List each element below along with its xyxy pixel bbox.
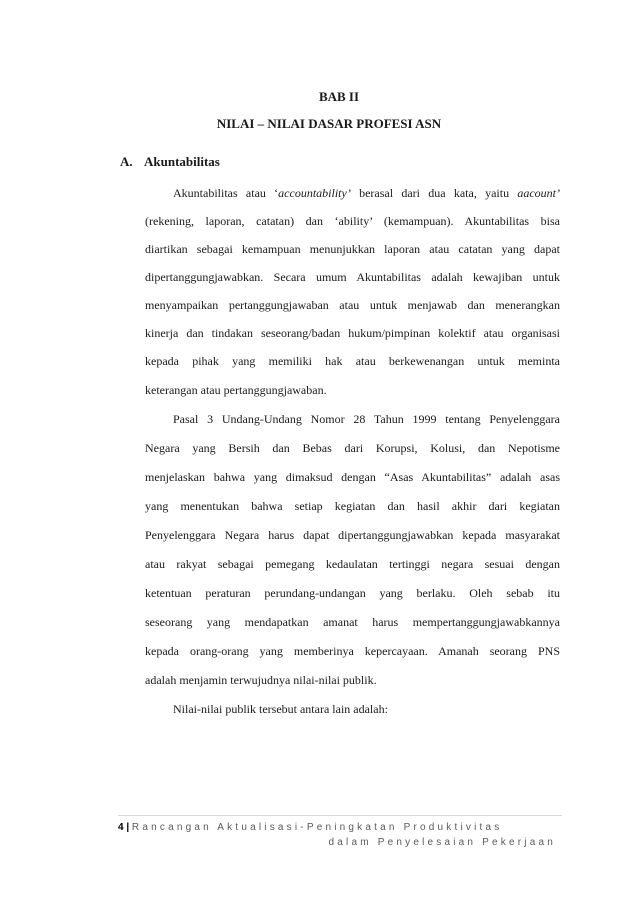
paragraph-line: ketentuan peraturan perundang-undangan yang berlaku. Oleh sebab itu	[145, 586, 560, 600]
paragraph-line: Penyelenggara Negara harus dapat dipertanggungjawabkan kepada masyarakat	[145, 528, 560, 542]
footer-title-1: Rancangan Aktualisasi-Peningkatan Produktivitas	[131, 822, 503, 833]
chapter-number: BAB II	[318, 89, 360, 104]
paragraph-line: seseorang yang mendapatkan amanat harus mempertanggungjawabkannya	[145, 615, 560, 629]
text-run: Akuntabilitas atau ‘	[173, 186, 279, 200]
paragraph-line: kepada orang-orang yang memberinya kepercayaan. Amanah seorang PNS	[145, 644, 560, 658]
paragraph-line: Pasal 3 Undang-Undang Nomor 28 Tahun 1999 tentang Penyelenggara	[173, 412, 560, 426]
section-letter: A.	[120, 154, 133, 169]
footer-line-1	[118, 822, 562, 833]
paragraph-line: diartikan sebagai kemampuan menunjukkan laporan atau catatan yang dapat	[145, 242, 560, 256]
paragraph-line: atau rakyat sebagai pemegang kedaulatan tertinggi negara sesuai dengan	[145, 557, 560, 571]
section-heading	[120, 154, 220, 170]
footer-separator: |	[123, 822, 132, 833]
paragraph-line: dipertanggungjawabkan. Secara umum Akuntabilitas adalah kewajiban untuk	[145, 270, 560, 284]
paragraph-line: Negara yang Bersih dan Bebas dari Korupsi, Kolusi, dan Nepotisme	[145, 441, 560, 455]
paragraph-line	[173, 186, 560, 201]
page-footer	[118, 822, 562, 848]
footer-title-2: dalam Penyelesaian Pekerjaan	[328, 837, 556, 848]
paragraph-line: adalah menjamin terwujudnya nilai-nilai publik.	[145, 673, 377, 687]
page-number: 4	[118, 822, 124, 833]
paragraph-line: (rekening, laporan, catatan) dan ‘ability’ (kemampuan). Akuntabilitas bisa	[145, 214, 560, 228]
text-run-italic: accountability’	[278, 186, 351, 200]
footer-divider	[118, 815, 562, 816]
paragraph-line: menyampaikan pertanggungjawaban atau untuk menjawab dan menerangkan	[145, 298, 560, 312]
paragraph-line: yang menentukan bahwa setiap kegiatan dan hasil akhir dari kegiatan	[145, 499, 560, 513]
text-run-italic: aacount’	[517, 186, 560, 200]
paragraph-line: kepada pihak yang memiliki hak atau berkewenangan untuk meminta	[145, 354, 560, 368]
text-run: berasal dari dua kata, yaitu	[350, 186, 518, 200]
paragraph-line: Nilai-nilai publik tersebut antara lain adalah:	[173, 702, 388, 716]
paragraph-line: kinerja dan tindakan seseorang/badan hukum/pimpinan kolektif atau organisasi	[145, 326, 560, 340]
chapter-title: NILAI – NILAI DASAR PROFESI ASN	[216, 116, 442, 131]
paragraph-line: menjelaskan bahwa yang dimaksud dengan “Asas Akuntabilitas” adalah asas	[145, 470, 560, 484]
paragraph-line: keterangan atau pertanggungjawaban.	[145, 383, 327, 397]
section-title: Akuntabilitas	[144, 154, 220, 169]
